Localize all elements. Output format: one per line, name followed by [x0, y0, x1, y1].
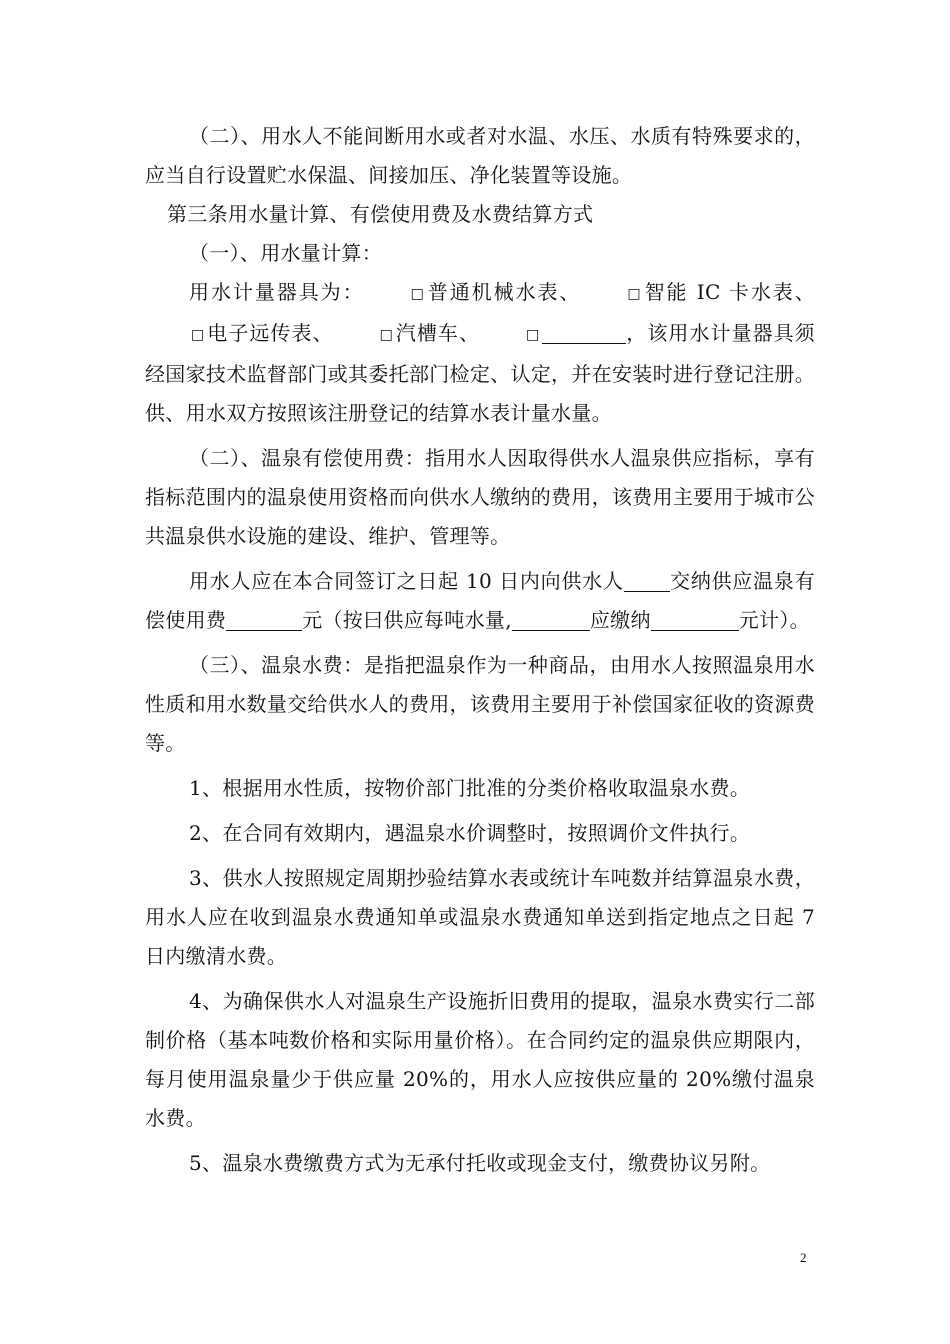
- section-water-calculation-heading: （一）、用水量计算：: [189, 241, 382, 265]
- checkbox-icon: □: [191, 327, 205, 343]
- checkbox-icon: □: [410, 286, 425, 302]
- checkbox-icon: □: [627, 286, 641, 302]
- item-5: 5、温泉水费缴费方式为无承付托收或现金支付，缴费协议另附。: [189, 1151, 771, 1175]
- blank-field: [512, 604, 590, 631]
- paragraph-fee-payment: 用水人应在本合同签订之日起 10 日内向供水人 交纳供应温泉有偿使用费 元（按曰供应每吨水量, 应缴纳 元计）。: [145, 562, 815, 640]
- blank-field: [651, 604, 739, 631]
- paragraph-special-requirements: （二）、用水人不能间断用水或者对水温、水压、水质有特殊要求的，应当自行设置贮水保温、间接加压、净化装置等设施。: [145, 124, 815, 187]
- blank-field: [624, 565, 670, 592]
- blank-field: [226, 604, 302, 631]
- paragraph-water-fee: （三）、温泉水费：是指把温泉作为一种商品，由用水人按照温泉用水性质和用水数量交给供水人的费用，该费用主要用于补偿国家征收的资源费等。: [145, 653, 815, 755]
- checkbox-icon: □: [526, 327, 540, 343]
- paragraph-usage-fee: （二）、温泉有偿使用费：指用水人因取得供水人温泉供应指标，享有指标范围内的温泉使用资格而向供水人缴纳的费用，该费用主要用于城市公共温泉供水设施的建设、维护、管理等。: [145, 446, 815, 548]
- item-4: 4、为确保供水人对温泉生产设施折旧费用的提取，温泉水费实行二部制价格（基本吨数价格和实际用量价格）。在合同约定的温泉供应期限内，每月使用温泉量少于供应量 20%的，用水人应按供应量的 20%缴付温泉水费。: [145, 989, 815, 1130]
- item-3: 3、供水人按照规定周期抄验结算水表或统计车吨数并结算温泉水费，用水人应在收到温泉水费通知单或温泉水费通知单送到指定地点之日起 7 日内缴清水费。: [145, 866, 815, 968]
- page-number: 2: [800, 1250, 807, 1265]
- item-2: 2、在合同有效期内，遇温泉水价调整时，按照调价文件执行。: [189, 821, 751, 845]
- document-body: [145, 117, 815, 1183]
- item-1: 1、根据用水性质，按物价部门批准的分类价格收取温泉水费。: [189, 776, 751, 800]
- checkbox-icon: □: [379, 327, 394, 343]
- blank-field: [542, 317, 626, 344]
- paragraph-metering-devices: 用水计量器具为： □ 普通机械水表、 □ 智能 IC 卡水表、□ 电子远传表、 □ 汽槽车、 □ ，该用水计量器具须经国家技术监督部门或其委托部门检定、认定，并在安装时进行登记注册。供、用水双方按照该注册登记的结算水表计量水量。: [145, 273, 815, 433]
- article-3-heading: 第三条用水量计算、有偿使用费及水费结算方式: [167, 202, 594, 226]
